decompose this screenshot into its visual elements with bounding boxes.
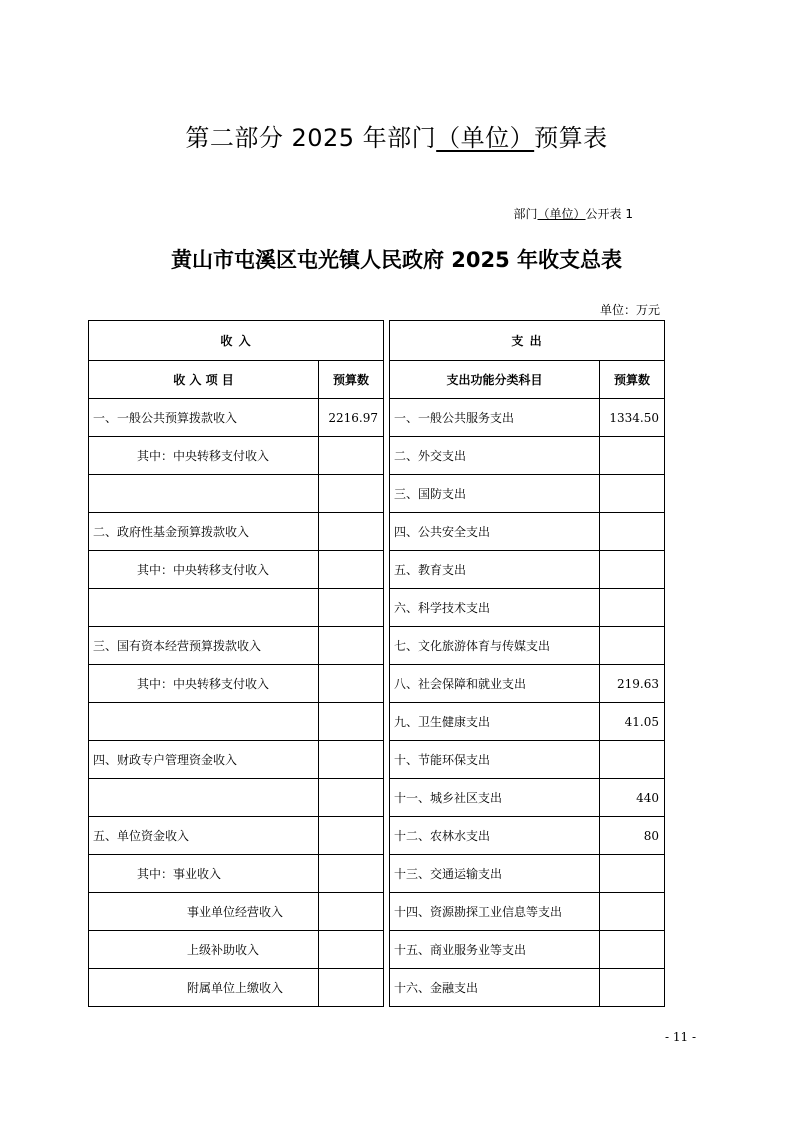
expense-amount-cell [600, 627, 665, 665]
income-item-cell: 事业单位经营收入 [89, 893, 319, 931]
form-number-suffix: 公开表 1 [585, 207, 633, 221]
table-title: 黄山市屯溪区屯光镇人民政府 2025 年收支总表 [170, 248, 623, 272]
expense-item-cell: 八、社会保障和就业支出 [390, 665, 600, 703]
unit-label: 单位：万元 [599, 303, 660, 317]
expense-item-cell: 九、卫生健康支出 [390, 703, 600, 741]
income-amount-cell [319, 741, 384, 779]
income-item-cell: 四、财政专户管理资金收入 [89, 741, 319, 779]
income-item-cell: 五、单位资金收入 [89, 817, 319, 855]
section-title-prefix: 第二部分 2025 年部门 [185, 124, 437, 152]
table-row [89, 589, 665, 627]
income-item-cell: 上级补助收入 [89, 931, 319, 969]
table-group-header [89, 321, 665, 361]
income-amount-cell [319, 779, 384, 817]
expense-amount-cell: 80 [600, 817, 665, 855]
expense-item-cell: 一、一般公共服务支出 [390, 399, 600, 437]
expense-item-cell: 十四、资源勘探工业信息等支出 [390, 893, 600, 931]
section-title-underlined: （单位） [436, 124, 535, 152]
expense-item-cell: 三、国防支出 [390, 475, 600, 513]
expense-item-cell: 二、外交支出 [390, 437, 600, 475]
expense-amount-cell: 1334.50 [600, 399, 665, 437]
table-row [89, 437, 665, 475]
expense-amount-cell: 41.05 [600, 703, 665, 741]
income-item-header: 收 入 项 目 [89, 361, 319, 399]
section-title [0, 118, 793, 153]
income-amount-cell: 2216.97 [319, 399, 384, 437]
income-item-cell: 二、政府性基金预算拨款收入 [89, 513, 319, 551]
income-amount-header: 预算数 [319, 361, 384, 399]
table-row [89, 855, 665, 893]
income-amount-cell [319, 513, 384, 551]
income-amount-cell [319, 437, 384, 475]
expense-group-header: 支 出 [390, 321, 665, 361]
table-row [89, 893, 665, 931]
expense-amount-cell [600, 513, 665, 551]
expense-item-cell: 五、教育支出 [390, 551, 600, 589]
income-amount-cell [319, 931, 384, 969]
income-group-header: 收 入 [89, 321, 384, 361]
expense-item-cell: 七、文化旅游体育与传媒支出 [390, 627, 600, 665]
income-item-cell [89, 703, 319, 741]
table-row [89, 703, 665, 741]
income-item-cell: 附属单位上缴收入 [89, 969, 319, 1007]
income-item-cell [89, 475, 319, 513]
income-amount-cell [319, 817, 384, 855]
expense-item-cell: 四、公共安全支出 [390, 513, 600, 551]
expense-item-cell: 十六、金融支出 [390, 969, 600, 1007]
table-row [89, 551, 665, 589]
table-column-header [89, 361, 665, 399]
expense-amount-cell: 440 [600, 779, 665, 817]
table-row [89, 779, 665, 817]
income-item-cell: 其中：事业收入 [89, 855, 319, 893]
expense-item-cell: 十一、城乡社区支出 [390, 779, 600, 817]
page-number: - 11 - [664, 1030, 696, 1044]
expense-item-cell: 十五、商业服务业等支出 [390, 931, 600, 969]
income-amount-cell [319, 627, 384, 665]
income-amount-cell [319, 969, 384, 1007]
income-amount-cell [319, 475, 384, 513]
expense-amount-cell [600, 893, 665, 931]
income-amount-cell [319, 551, 384, 589]
table-row [89, 969, 665, 1007]
income-item-cell: 其中：中央转移支付收入 [89, 437, 319, 475]
table-row [89, 513, 665, 551]
form-number [514, 205, 633, 222]
income-amount-cell [319, 665, 384, 703]
expense-amount-cell [600, 855, 665, 893]
expense-item-cell: 十、节能环保支出 [390, 741, 600, 779]
expense-amount-cell [600, 551, 665, 589]
table-row [89, 399, 665, 437]
expense-amount-cell [600, 437, 665, 475]
expense-amount-header: 预算数 [600, 361, 665, 399]
table-row [89, 931, 665, 969]
table-row [89, 817, 665, 855]
table-row [89, 627, 665, 665]
expense-item-cell: 十二、农林水支出 [390, 817, 600, 855]
section-title-suffix: 预算表 [534, 124, 608, 152]
expense-amount-cell: 219.63 [600, 665, 665, 703]
income-amount-cell [319, 703, 384, 741]
expense-amount-cell [600, 931, 665, 969]
expense-item-cell: 十三、交通运输支出 [390, 855, 600, 893]
income-item-cell: 其中：中央转移支付收入 [89, 665, 319, 703]
table-row [89, 741, 665, 779]
form-number-prefix: 部门 [513, 207, 538, 221]
income-item-cell: 三、国有资本经营预算拨款收入 [89, 627, 319, 665]
income-item-cell: 一、一般公共预算拨款收入 [89, 399, 319, 437]
expense-item-cell: 六、科学技术支出 [390, 589, 600, 627]
income-item-cell [89, 779, 319, 817]
income-amount-cell [319, 589, 384, 627]
form-number-underlined: （单位） [537, 207, 586, 221]
income-amount-cell [319, 893, 384, 931]
budget-table [88, 320, 665, 1007]
expense-amount-cell [600, 589, 665, 627]
income-item-cell: 其中：中央转移支付收入 [89, 551, 319, 589]
expense-amount-cell [600, 475, 665, 513]
expense-amount-cell [600, 741, 665, 779]
expense-item-header: 支出功能分类科目 [390, 361, 600, 399]
table-body [89, 399, 665, 1007]
income-amount-cell [319, 855, 384, 893]
income-item-cell [89, 589, 319, 627]
table-row [89, 665, 665, 703]
table-row [89, 475, 665, 513]
expense-amount-cell [600, 969, 665, 1007]
